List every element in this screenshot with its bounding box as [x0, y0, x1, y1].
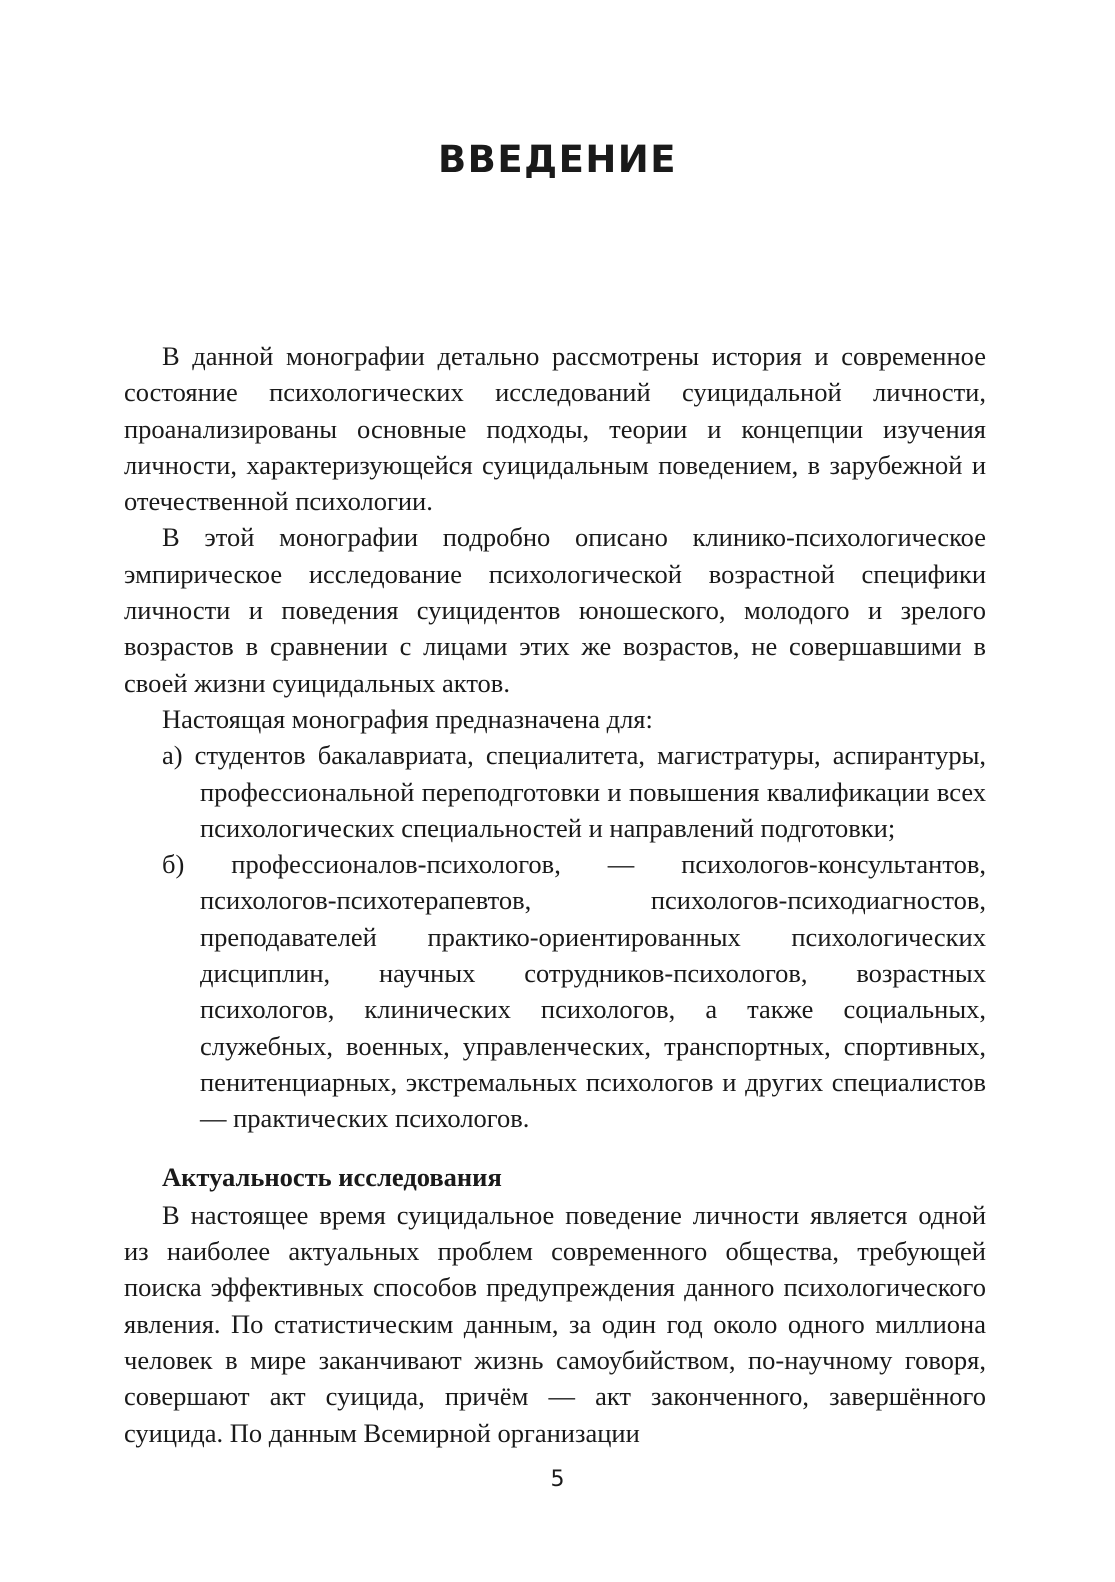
list-item: а) студентов бакалавриата, специалитета, магистратуры, аспирантуры, профессиональной переподготовки и повышения квалификации всех психологических специальностей и направлений подготовки;: [162, 740, 986, 843]
page-number: 5: [550, 1467, 565, 1492]
list-item: б) профессионалов-психологов, — психологов-консультантов, психологов-психотерапевтов, психологов-психодиагностов, преподавателей практико-ориентированных психологических дисциплин, научных сотрудников-психологов, возрастных психологов, клинических психологов, а также социальных, служебных, военных, управленческих, транспортных, спортивных, пенитенциарных, экстремальных психологов и других специалистов — практических психологов.: [162, 849, 986, 1134]
paragraph: Настоящая монография предназначена для:: [162, 703, 653, 734]
body-text: [124, 338, 986, 1451]
section-heading: Актуальность исследования: [162, 1161, 502, 1192]
paragraph: В данной монографии детально рассмотрены история и современное состояние психологических исследований суицидальной личности, проанализированы основные подходы, теории и концепции изучения личности, характеризующейся суицидальным поведением, в зарубежной и отечественной психологии.: [124, 341, 986, 517]
paragraph: В этой монографии подробно описано клинико-психологическое эмпирическое исследование психологической возрастной специфики личности и поведения суицидентов юношеского, молодого и зрелого возрастов в сравнении с лицами этих же возрастов, не совершавшими в своей жизни суицидальных актов.: [124, 522, 986, 698]
page-title: ВВЕДЕНИЕ: [437, 138, 678, 181]
paragraph: В настоящее время суицидальное поведение личности является одной из наиболее актуальных проблем современного общества, требующей поиска эффективных способов предупреждения данного психологического явления. По статистическим данным, за один год около одного миллиона человек в мире заканчивают жизнь самоубийством, по-научному говоря, совершают акт суицида, причём — акт законченного, завершённого суицида. По данным Всемирной организации: [124, 1199, 986, 1448]
